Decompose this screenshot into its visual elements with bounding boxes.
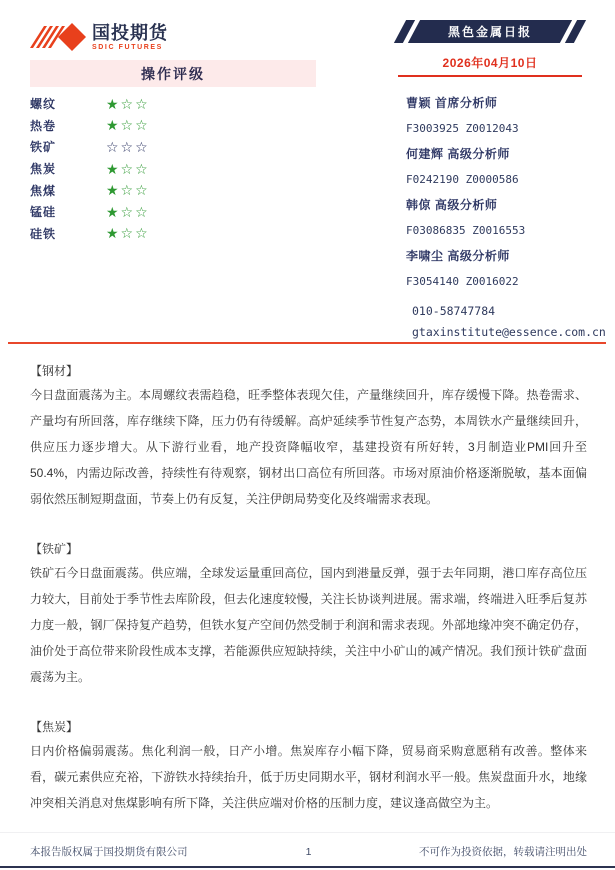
- analyst-name: 李啸尘 高级分析师: [406, 249, 510, 264]
- analyst-name: 曹颖 首席分析师: [406, 96, 498, 111]
- report-date: 2026年04月10日: [398, 54, 582, 77]
- rating-list: [30, 93, 316, 244]
- rating-name: 硅铁: [30, 226, 57, 241]
- company-logo: [28, 18, 168, 56]
- rating-name: 螺纹: [30, 97, 57, 112]
- analyst-list: [406, 90, 596, 294]
- header-divider-rule: [8, 342, 606, 344]
- section-paragraph: 日内价格偏弱震荡。焦化利润一般，日产小增。焦炭库存小幅下降，贸易商采购意愿稍有改善。整体来看，碳元素供应充裕，下游铁水持续抬升，低于历史同期水平，钢材利润水平一般。焦炭盘面升水，地缘冲突相关消息对焦煤影响有所下降，关注供应端对价格的压制力度，建议逢高做空为主。: [30, 744, 587, 810]
- star-rating-icon: ★☆☆: [106, 225, 150, 242]
- section-heading: 【钢材】: [30, 364, 79, 378]
- star-rating-icon: ★☆☆: [106, 203, 150, 220]
- section-steel: [30, 362, 587, 512]
- footer-copyright: 本报告版权属于国投期货有限公司: [30, 846, 188, 858]
- rating-name: 铁矿: [30, 140, 57, 155]
- section-paragraph: 今日盘面震荡为主。本周螺纹表需趋稳，旺季整体表现欠佳，产量继续回升，库存缓慢下降。热卷需求、产量均有所回落，库存继续下降，压力仍有待缓解。高炉延续季节性复产态势，本周铁水产量继续回升，供应压力逐步增大。从下游行业看，地产投资降幅收窄，基建投资有所好转，3月制造业PMI回升至50.4%，内需边际改善，持续性有待观察，钢材出口高位有所回落。市场对原油价格逐渐脱敏，基本面偏弱依然压制短期盘面，节奏上仍有反复，关注伊朗局势变化及终端需求表现。: [30, 388, 587, 506]
- contact-block: [412, 300, 606, 342]
- logo-text: [92, 23, 168, 51]
- analyst-license-ids: F3003925 Z0012043: [406, 121, 519, 135]
- section-paragraph: 铁矿石今日盘面震荡。供应端，全球发运量重回高位，国内到港量反弹，强于去年同期，港口库存高位压力较大，目前处于季节性去库阶段，但去化速度较慢，关注长协谈判进展。需求端，终端进入旺季后复苏力度一般，钢厂保持复产趋势，但铁水复产空间仍然受制于利润和需求表现。外部地缘冲突不确定仍存，油价处于高位带来阶段性成本支撑，若能源供应短缺持续，关注中小矿山的减产情况。我们预计铁矿盘面震荡为主。: [30, 566, 587, 684]
- rating-name: 热卷: [30, 118, 57, 133]
- section-coke: [30, 718, 587, 816]
- analyst-license-ids: F3054140 Z0016022: [406, 274, 519, 288]
- rating-row-hot-coil: [30, 115, 316, 137]
- star-rating-icon: ★☆☆: [106, 182, 150, 199]
- rating-name: 焦煤: [30, 183, 57, 198]
- rating-row-rebar: [30, 93, 316, 115]
- contact-phone: 010-58747784: [412, 303, 496, 318]
- star-rating-icon: ★☆☆: [106, 160, 150, 177]
- rating-row-ferrosilicon: [30, 223, 316, 245]
- rating-name: 焦炭: [30, 162, 57, 177]
- star-rating-icon: ★☆☆: [106, 95, 150, 112]
- section-heading: 【铁矿】: [30, 542, 79, 556]
- header-right-column: [398, 20, 582, 77]
- section-heading: 【焦炭】: [30, 720, 79, 734]
- rating-row-coke: [30, 158, 316, 180]
- footer-disclaimer: 不可作为投资依据，转载请注明出处: [419, 846, 587, 858]
- footer: [30, 844, 587, 859]
- report-title-banner: [400, 20, 580, 43]
- star-rating-icon: ★☆☆: [106, 117, 150, 134]
- logo-name-en: SDIC FUTURES: [92, 44, 163, 51]
- rating-name: 锰硅: [30, 205, 57, 220]
- report-title: 黑色金属日报: [447, 25, 532, 39]
- logo-diamond-icon: [28, 18, 86, 56]
- contact-email: gtaxinstitute@essence.com.cn: [412, 324, 606, 339]
- star-rating-icon: ☆☆☆: [106, 138, 150, 155]
- page-number: 1: [305, 845, 312, 858]
- analyst-license-ids: F03086835 Z0016553: [406, 223, 526, 237]
- rating-row-coking-coal: [30, 179, 316, 201]
- rating-row-iron-ore: [30, 136, 316, 158]
- rating-panel-title: 操作评级: [141, 65, 205, 82]
- rating-row-manganese-silicon: [30, 201, 316, 223]
- section-iron-ore: [30, 540, 587, 690]
- logo-name-cn: 国投期货: [92, 23, 168, 43]
- footer-hairline: [0, 832, 615, 833]
- analyst-license-ids: F0242190 Z0000586: [406, 172, 519, 186]
- analyst-name: 何建辉 高级分析师: [406, 147, 510, 162]
- rating-panel-header: [30, 60, 316, 87]
- report-body: [30, 362, 587, 816]
- page-bottom-rule: [0, 866, 615, 868]
- analyst-name: 韩倞 高级分析师: [406, 198, 498, 213]
